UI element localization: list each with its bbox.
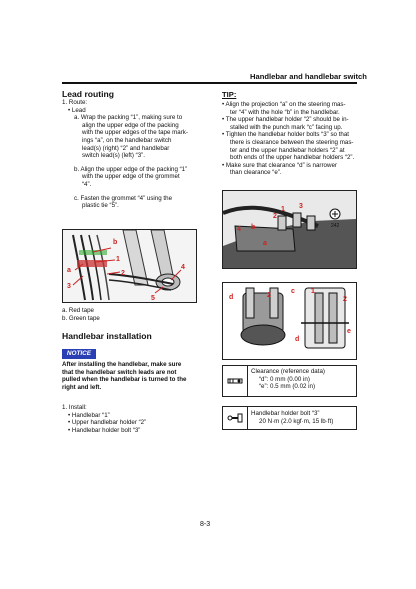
step-line: a. Wrap the packing “1”, making sure to: [74, 114, 183, 122]
step-line: 1. Route:: [62, 99, 88, 106]
notice-line: pulled when the handlebar is turned to the: [62, 376, 187, 384]
tip-line: ter and the upper handlebar holders “2” at: [230, 146, 345, 154]
tip-title: TIP:: [222, 90, 237, 99]
fig-label-e: e: [347, 328, 351, 335]
step-line: ings “a”, on the handlebar switch: [82, 136, 172, 144]
fig-label-3: 3: [299, 203, 303, 210]
step-line: switch lead(s) (left) “3”.: [82, 152, 145, 160]
fig-label-2: 2: [121, 270, 125, 277]
figure-captions: [62, 307, 100, 322]
fig-label-b: b: [113, 239, 118, 246]
fig-label-c: c: [291, 288, 295, 295]
tip-line: • Align the projection “a” on the steering mas-: [222, 101, 346, 108]
fig-label-a: a: [263, 240, 267, 247]
lead-routing-illustration: [63, 230, 196, 302]
step-line: align the upper edge of the packing: [82, 121, 179, 129]
step-line: b. Align the upper edge of the packing “1”: [74, 165, 188, 173]
fig-label-2b: 2: [343, 296, 347, 303]
bolt-torque-spec-text: [251, 410, 333, 425]
install-line: • Handlebar “1”: [68, 411, 110, 419]
fig-label-2: 2: [273, 213, 277, 220]
step-line: “4”.: [82, 180, 92, 188]
clearance-d: “d”: 0 mm (0.00 in): [259, 375, 310, 383]
bolt-torque-spec-box: [222, 406, 357, 430]
fig-label-5: 5: [151, 295, 155, 302]
notice-badge: NOTICE: [62, 349, 96, 359]
fig-label-1: 1: [281, 206, 285, 213]
fig-label-4: 4: [237, 226, 241, 233]
clearance-e: “e”: 0.5 mm (0.02 in): [259, 383, 316, 391]
tip-line: than clearance “e”.: [230, 169, 282, 177]
handlebar-top-figure: [222, 190, 357, 269]
fig-label-a: a: [67, 267, 71, 274]
section-title-handlebar-installation: Handlebar installation: [62, 331, 152, 341]
fig-label-d: d: [229, 294, 234, 301]
fig-label-3: 3: [67, 283, 71, 290]
caption-red-tape: a. Red tape: [62, 307, 94, 314]
lead-routing-steps: [62, 99, 188, 210]
section-title-lead-routing: Lead routing: [62, 89, 115, 99]
tip-line: • The upper handlebar holder “2” should be in-: [222, 116, 349, 124]
step-line: lead(s) (right) “2” and handlebar: [82, 144, 170, 152]
tip-line: stalled with the punch mark “c” facing up.: [230, 123, 343, 131]
step-line: c. Fasten the grommet “4” using the: [74, 194, 173, 202]
feeler-gauge-icon: [227, 373, 243, 389]
handlebar-holder-illustration: [223, 283, 356, 359]
torque-wrench-icon: [227, 411, 243, 425]
bolt-value: 20 N·m (2.0 kgf·m, 15 lb·ft): [259, 417, 334, 425]
spec-separator: [247, 366, 248, 396]
clearance-title: Clearance (reference data): [251, 368, 325, 375]
notice-line: right and left.: [62, 383, 102, 391]
tip-line: • Make sure that clearance “d” is narrower: [222, 161, 337, 169]
fig-label-b: b: [251, 224, 256, 231]
fig-label-4: 4: [181, 264, 185, 271]
spec-separator: [247, 407, 248, 429]
tip-line: there is clearance between the steering mas-: [230, 138, 354, 146]
clearance-spec-text: [251, 368, 325, 391]
bolt-title: Handlebar holder bolt “3”: [251, 410, 320, 417]
caption-green-tape: b. Green tape: [62, 314, 100, 322]
notice-line: After installing the handlebar, make sure: [62, 361, 182, 368]
step-line: with the upper edges of the tape mark-: [82, 129, 188, 137]
install-steps: [62, 404, 146, 434]
page-header-title: Handlebar and handlebar switch: [250, 72, 367, 81]
tip-line: ter “4” with the hole “b” in the handlebar.: [230, 108, 340, 116]
handlebar-top-illustration: [223, 191, 356, 268]
install-line: • Handlebar holder bolt “3”: [68, 426, 141, 434]
fig-label-1: 1: [311, 288, 315, 295]
notice-line: that the handlebar switch leads are not: [62, 368, 177, 376]
install-line: • Upper handlebar holder “2”: [68, 419, 147, 427]
fig-label-2: 2: [267, 292, 271, 299]
fig-label-d2: d: [295, 336, 300, 343]
step-line: with the upper edge of the grommet: [82, 173, 180, 181]
clearance-spec-box: [222, 365, 357, 397]
tip-text: [222, 101, 354, 177]
fig-label-1: 1: [116, 256, 120, 263]
step-line: plastic tie “5”.: [82, 202, 119, 210]
tip-line: • Tighten the handlebar holder bolts “3” so that: [222, 131, 350, 139]
lead-routing-figure: [62, 229, 197, 303]
step-line: • Lead: [68, 106, 86, 114]
header-rule: [62, 82, 357, 84]
handlebar-holder-figure: [222, 282, 357, 360]
install-line: 1. Install:: [62, 404, 87, 411]
notice-text: [62, 361, 186, 391]
page-number: 8-3: [200, 521, 211, 528]
tip-line: both ends of the upper handlebar holders “2”.: [230, 154, 355, 162]
figure-id: 242: [331, 223, 340, 229]
